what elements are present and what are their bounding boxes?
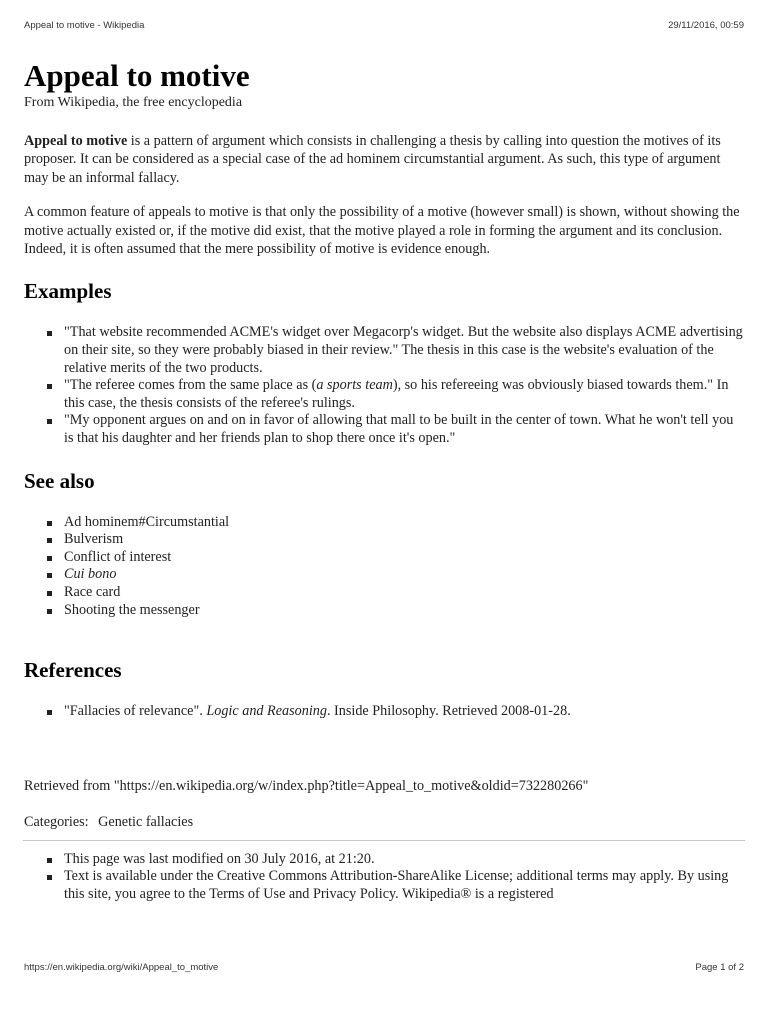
footer-modified <box>24 851 746 869</box>
intro-paragraph <box>24 132 746 187</box>
reference-item <box>24 703 746 721</box>
reference-title-link[interactable]: "Fallacies of relevance" <box>64 703 200 720</box>
see-also-item-bulverism[interactable] <box>24 531 746 549</box>
example-item-text: "My opponent argues on and on in favor of allowing that mall to be built in the center of town. What he won't tell you is that his daughter and her friends plan to shop there once it's open." <box>64 412 734 446</box>
example-item-text-after: ), so his refereeing was obviously biased towards them." In this case, the thesis consists of the referee's rulings. <box>64 377 729 411</box>
see-also-link[interactable]: Cui bono <box>64 566 117 583</box>
footer-modified-text: This page was last modified on 30 July 2016, at 21:20. <box>64 850 375 867</box>
bullet-icon <box>47 331 52 336</box>
print-header-datetime: 29/11/2016, 00:59 <box>668 20 744 31</box>
retrieved-from: Retrieved from "https://en.wikipedia.org/w/index.php?title=Appeal_to_motive&oldid=732280266" <box>24 777 589 794</box>
example-item-text: "That website recommended ACME's widget over Megacorp's widget. But the website also displays ACME advertising on their site, so they were probably biased in their review." The thesis in this case is the website's evaluation of the relative merits of the two products. <box>64 324 743 376</box>
examples-heading: Examples <box>24 279 112 304</box>
see-also-link[interactable]: Conflict of interest <box>64 548 172 565</box>
see-also-link[interactable]: Ad hominem#Circumstantial <box>64 513 230 530</box>
bullet-icon <box>47 710 52 715</box>
see-also-link[interactable]: Bulverism <box>64 531 124 548</box>
print-footer-page: Page 1 of 2 <box>695 962 744 973</box>
page-title: Appeal to motive <box>24 58 250 93</box>
section-see-also <box>24 468 746 620</box>
bullet-icon <box>47 573 52 578</box>
category-link-genetic-fallacies[interactable]: Genetic fallacies <box>98 813 194 830</box>
bullet-icon <box>47 875 52 880</box>
bullet-icon <box>47 556 52 561</box>
see-also-link[interactable]: Race card <box>64 583 121 600</box>
see-also-item-shooting-the-messenger[interactable] <box>24 602 746 620</box>
bullet-icon <box>47 858 52 863</box>
print-footer <box>24 962 744 973</box>
see-also-item-conflict-of-interest[interactable] <box>24 549 746 567</box>
references-list <box>24 703 746 721</box>
categories-label: Categories: <box>24 813 89 830</box>
print-header <box>24 20 744 31</box>
section-references <box>24 657 746 721</box>
examples-list <box>24 324 746 447</box>
page-footer-list <box>24 851 746 904</box>
example-item <box>24 324 746 377</box>
categories <box>24 813 746 831</box>
paragraph-2: A common feature of appeals to motive is that only the possibility of a motive (however small) is shown, without showing the motive actually existed or, if the motive did exist, that the motive played a role in forming the argument and its conclusion. Indeed, it is often assumed that the mere possibility of motive is evidence enough. <box>24 204 740 258</box>
example-item-italic: a sports team <box>316 377 393 394</box>
article-content <box>24 58 746 904</box>
references-heading: References <box>24 658 122 683</box>
bullet-icon <box>47 521 52 526</box>
see-also-item-cui-bono[interactable] <box>24 566 746 584</box>
bullet-icon <box>47 609 52 614</box>
print-header-title: Appeal to motive - Wikipedia <box>24 20 145 31</box>
example-item <box>24 377 746 412</box>
footer-license-text: Text is available under the Creative Commons Attribution-ShareAlike License; additional terms may apply. By using this site, you agree to the Terms of Use and Privacy Policy. Wikipedia® is a registered <box>64 868 729 902</box>
see-also-item-ad-hominem[interactable] <box>24 514 746 532</box>
reference-rest: . Inside Philosophy. Retrieved 2008-01-28. <box>326 703 571 720</box>
see-also-heading: See also <box>24 468 95 493</box>
print-footer-url: https://en.wikipedia.org/wiki/Appeal_to_motive <box>24 962 219 973</box>
section-examples <box>24 278 746 447</box>
see-also-item-race-card[interactable] <box>24 584 746 602</box>
reference-separator: . <box>199 703 207 720</box>
bullet-icon <box>47 591 52 596</box>
footer-divider <box>23 840 745 841</box>
bullet-icon <box>47 384 52 389</box>
see-also-link[interactable]: Shooting the messenger <box>64 601 200 618</box>
bullet-icon <box>47 538 52 543</box>
see-also-list <box>24 514 746 620</box>
intro-bold-term: Appeal to motive <box>24 133 128 149</box>
bullet-icon <box>47 419 52 424</box>
intro-text: is a pattern of argument which consists in challenging a thesis by calling into question the motives of its proposer. It can be considered as a special case of the ad hominem circumstantial argument. As such, this type of argument may be an informal fallacy. <box>24 133 721 186</box>
example-item-text-before: "The referee comes from the same place as ( <box>64 377 317 394</box>
footer-license <box>24 868 746 903</box>
reference-work: Logic and Reasoning <box>206 703 327 720</box>
example-item <box>24 412 746 447</box>
tagline: From Wikipedia, the free encyclopedia <box>24 95 243 110</box>
